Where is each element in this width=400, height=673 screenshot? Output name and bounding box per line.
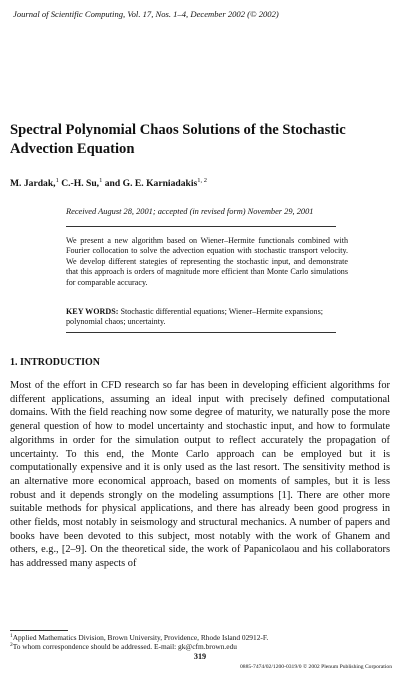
keywords xyxy=(66,307,348,328)
received-dates: Received August 28, 2001; accepted (in revised form) November 29, 2001 xyxy=(66,207,314,216)
footnote-rule xyxy=(10,630,68,631)
keywords-label: KEY WORDS: xyxy=(66,307,119,316)
introduction-paragraph: Most of the effort in CFD research so far has been in developing efficient algorithms for different applications, assuming an ideal input with precisely defined computational domains. With the field reaching now some degree of maturity, we naturally pose the more general question of how to model uncertainty and stochastic input, and how to formulate algorithms in order for the simulation output to reflect accurately the propagation of uncertainty. To this end, the Monte Carlo approach can be employed but it is computationally expensive and it is only used as the last resort. The sensitivity method is an alternative more economical approach, based on moments of samples, but it is less robust and it depends strongly on the modeling assumptions [1]. There are other more suitable methods for physical applications, and there has already been good progress in other fields, most notably in seismology and structural mechanics. A number of papers and books have been devoted to this subject, most notably with the work of Ghanem and others, e.g., [2–9]. On the theoretical side, the work of Papanicolaou and his collaborators has addressed many aspects of xyxy=(10,380,390,570)
paper-title: Spectral Polynomial Chaos Solutions of the Stochastic Advection Equation xyxy=(10,122,346,157)
abstract: We present a new algorithm based on Wiener–Hermite functionals combined with Fourier collocation to solve the advection equation with stochastic transport velocity. We develop different stategies of representing the stochastic input, and demonstrate that this approach is orders of magnitude more efficient than Monte Carlo simulations for comparable accuracy. xyxy=(66,236,348,287)
author-list xyxy=(10,177,207,189)
footnote xyxy=(10,633,268,642)
affiliation-mark: 1, 2 xyxy=(197,177,208,184)
affiliation-mark: 1 xyxy=(55,177,59,184)
abstract-top-rule xyxy=(66,226,336,227)
journal-header: Journal of Scientific Computing, Vol. 17, Nos. 1–4, December 2002 (© 2002) xyxy=(13,9,279,19)
footnote-mark: 2 xyxy=(10,642,13,648)
abstract-bottom-rule xyxy=(66,332,336,333)
author-name: M. Jardak, xyxy=(10,178,56,189)
author-name: and G. E. Karniadakis xyxy=(104,178,198,189)
author-name: C.-H. Su, xyxy=(61,178,100,189)
affiliation-mark: 1 xyxy=(99,177,103,184)
footnote-mark: 1 xyxy=(10,633,13,639)
footnote-text: To whom correspondence should be addressed. E-mail: gk@cfm.brown.edu xyxy=(12,642,237,651)
page-number: 319 xyxy=(193,652,207,661)
footnote-text: Applied Mathematics Division, Brown University, Providence, Rhode Island 02912-F. xyxy=(12,633,269,642)
footnote xyxy=(10,642,237,651)
section-heading: 1. INTRODUCTION xyxy=(10,357,101,368)
keywords-text: Stochastic differential equations; Wiener–Hermite expansions; polynomial chaos; uncertainty. xyxy=(66,307,323,327)
copyright-line: 0885-7474/02/1200-0319/0 © 2002 Plenum Publishing Corporation xyxy=(239,664,392,670)
